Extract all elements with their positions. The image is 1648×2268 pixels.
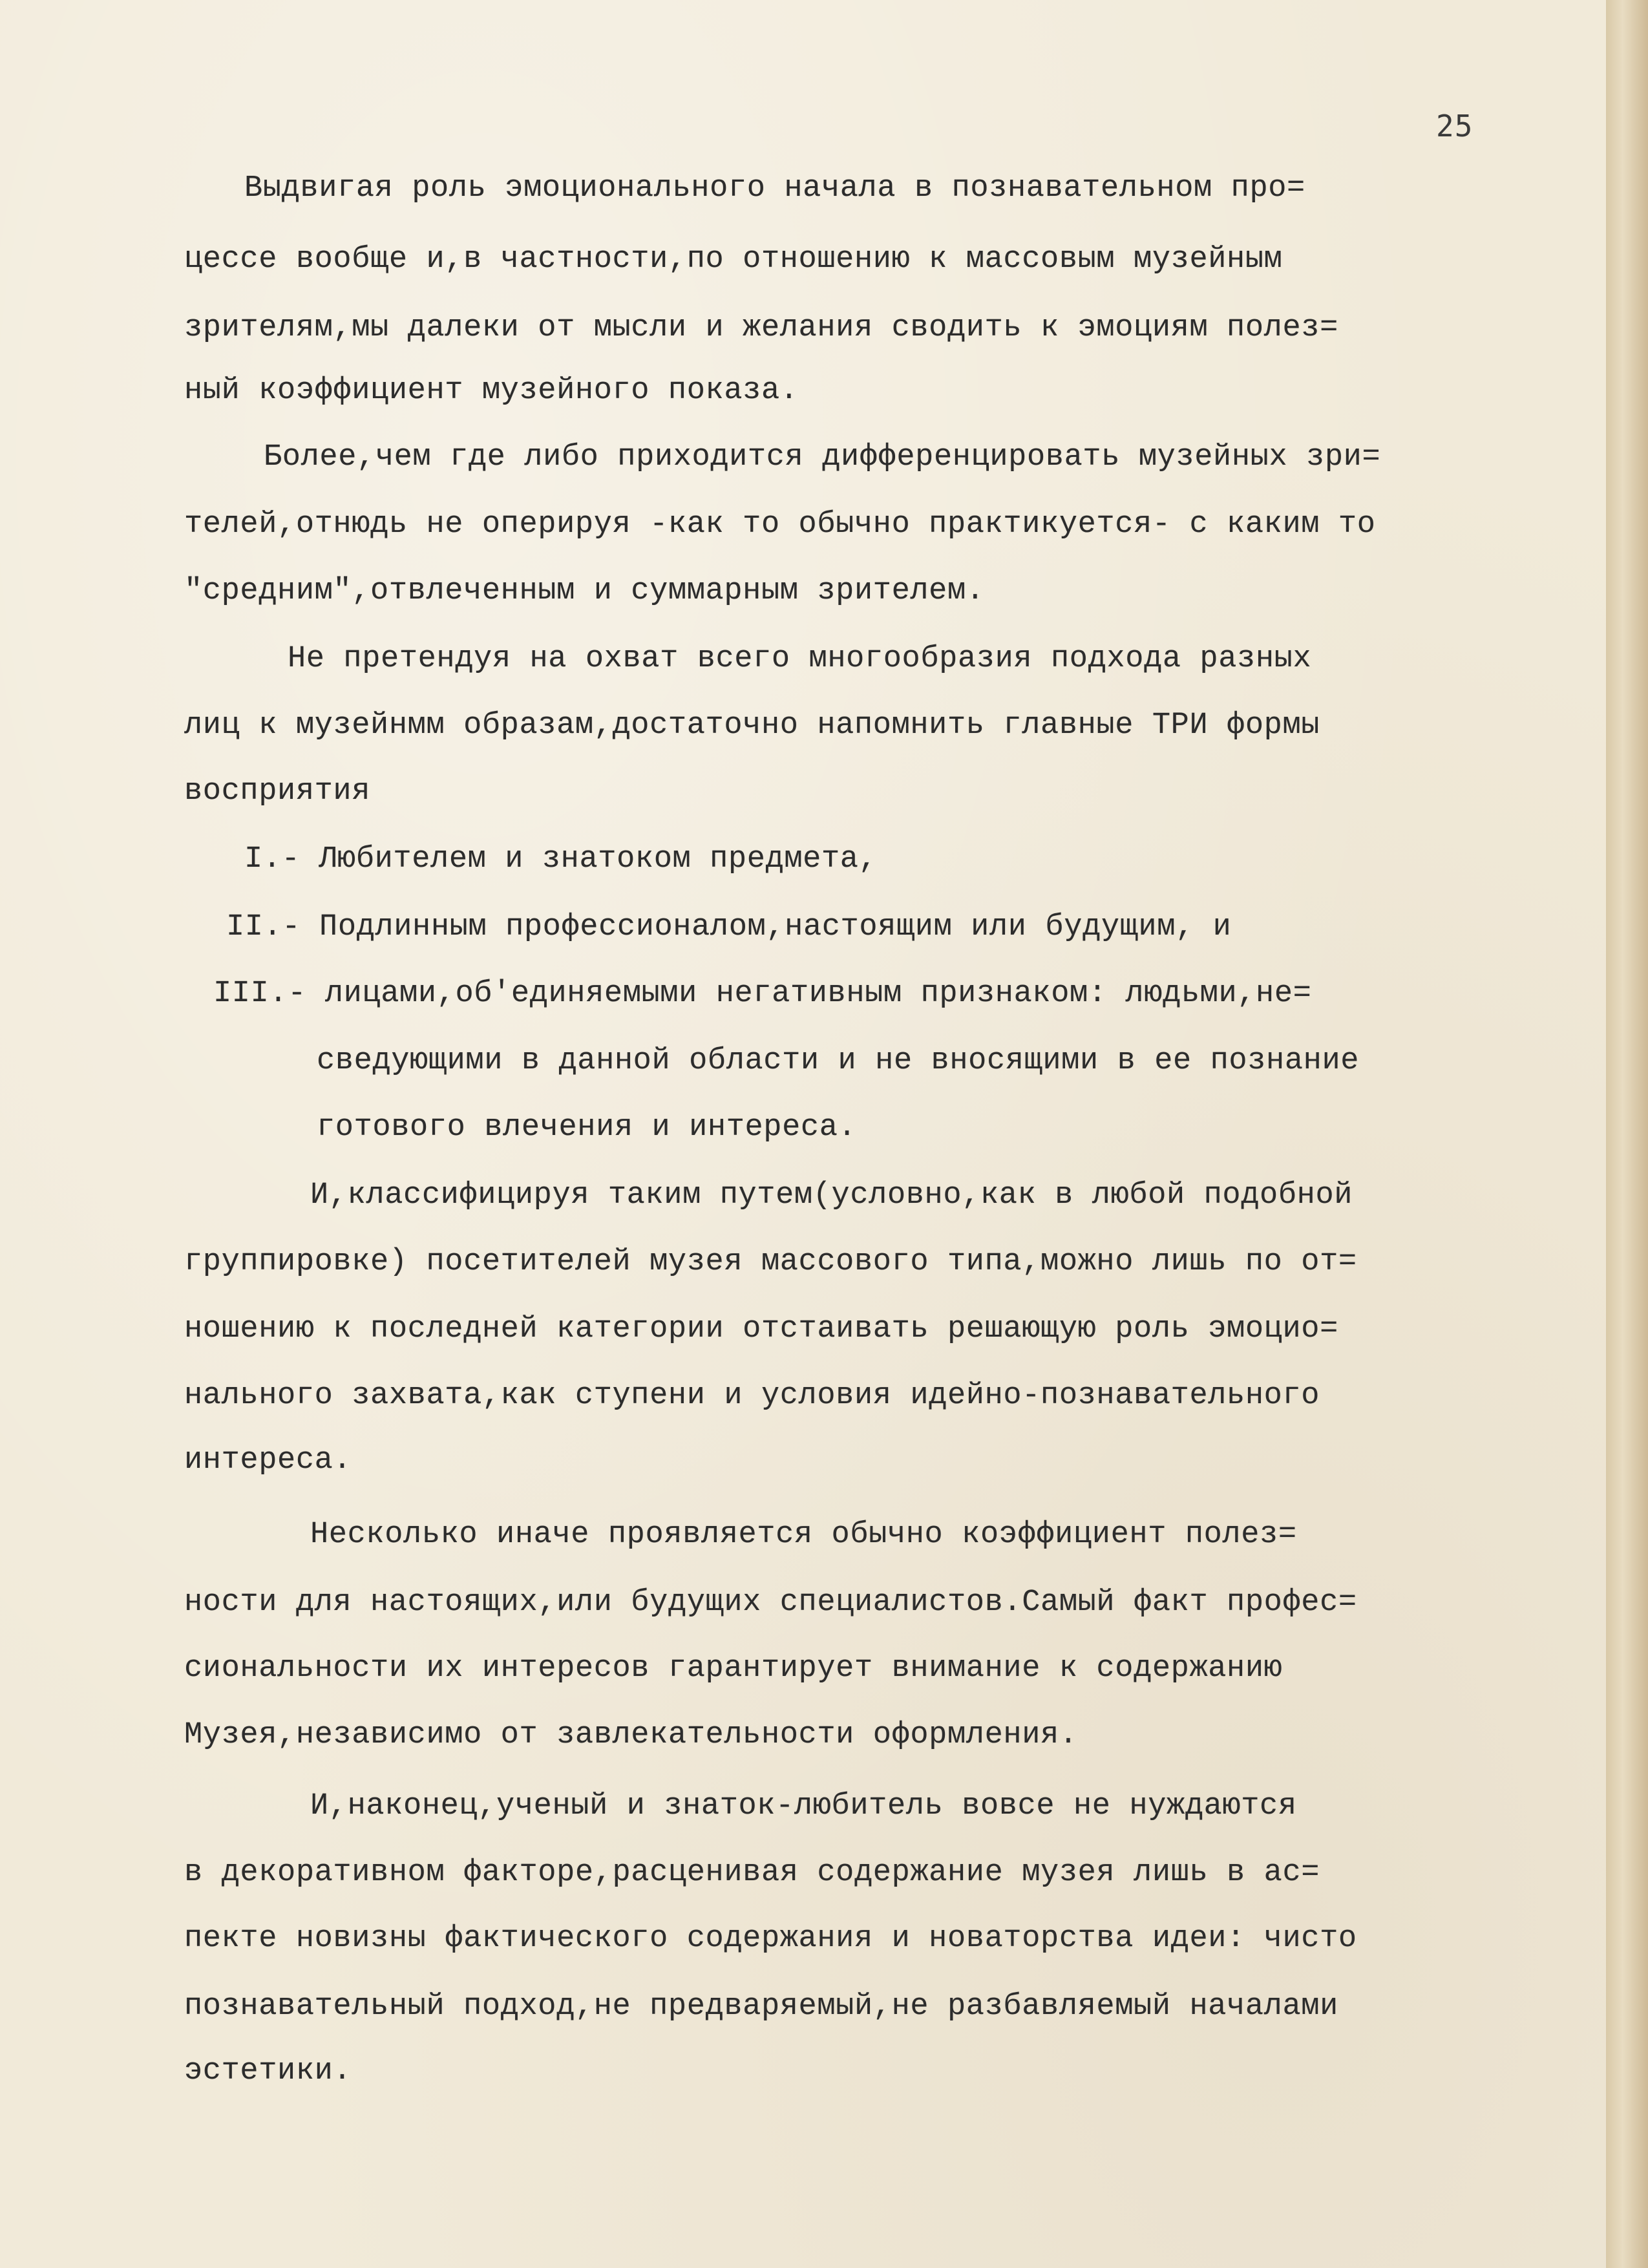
text-line: готового влечения и интереса. xyxy=(317,1110,857,1145)
text-line: сведующими в данной области и не вносящими в ее познание xyxy=(317,1044,1360,1078)
page-edge xyxy=(1606,0,1648,2268)
text-line: Выдвигая роль эмоционального начала в познавательном про= xyxy=(244,171,1305,206)
text-line: группировке) посетителей музея массового типа,можно лишь по от= xyxy=(184,1245,1357,1279)
list-item: II.- Подлинным профессионалом,настоящим или будущим, и xyxy=(226,910,1232,944)
text-line: "средним",отвлеченным и суммарным зрителем. xyxy=(184,574,985,608)
text-line: Несколько иначе проявляется обычно коэффициент полез= xyxy=(310,1518,1297,1552)
text-line: восприятия xyxy=(184,774,371,809)
text-line: И,наконец,ученый и знаток-любитель вовсе не нуждаются xyxy=(310,1789,1297,1823)
text-line: эстетики. xyxy=(184,2054,352,2088)
text-line: ности для настоящих,или будущих специалистов.Самый факт профес= xyxy=(184,1585,1357,1620)
text-line: познавательный подход,не предваряемый,не разбавляемый началами xyxy=(184,1989,1338,2024)
text-line: ный коэффициент музейного показа. xyxy=(184,374,799,408)
text-line: телей,отнюдь не оперируя -как то обычно практикуется- с каким то xyxy=(184,507,1376,542)
page-number: 25 xyxy=(1436,109,1474,143)
list-item: I.- Любителем и знатоком предмета, xyxy=(244,842,878,876)
text-line: цессе вообще и,в частности,по отношению к массовым музейным xyxy=(184,242,1283,277)
text-line: Более,чем где либо приходится дифференцировать музейных зри= xyxy=(264,440,1381,474)
text-line: сиональности их интересов гарантирует внимание к содержанию xyxy=(184,1651,1283,1686)
text-line: И,классифицируя таким путем(условно,как в любой подобной xyxy=(310,1178,1353,1213)
text-line: зрителям,мы далеки от мысли и желания сводить к эмоциям полез= xyxy=(184,311,1338,345)
text-line: нального захвата,как ступени и условия идейно-познавательного xyxy=(184,1379,1320,1413)
text-line: лиц к музейнмм образам,достаточно напомнить главные ТРИ формы xyxy=(184,708,1320,743)
text-line: в декоративном факторе,расценивая содержание музея лишь в ас= xyxy=(184,1856,1320,1890)
text-line: Музея,независимо от завлекательности оформления. xyxy=(184,1718,1078,1752)
text-line: ношению к последней категории отстаивать решающую роль эмоцио= xyxy=(184,1312,1338,1346)
text-line: интереса. xyxy=(184,1443,352,1478)
text-line: пекте новизны фактического содержания и новаторства идеи: чисто xyxy=(184,1922,1357,1956)
list-item: III.- лицами,об'единяемыми негативным признаком: людьми,не= xyxy=(213,977,1312,1011)
text-line: Не претендуя на охват всего многообразия подхода разных xyxy=(288,642,1312,676)
